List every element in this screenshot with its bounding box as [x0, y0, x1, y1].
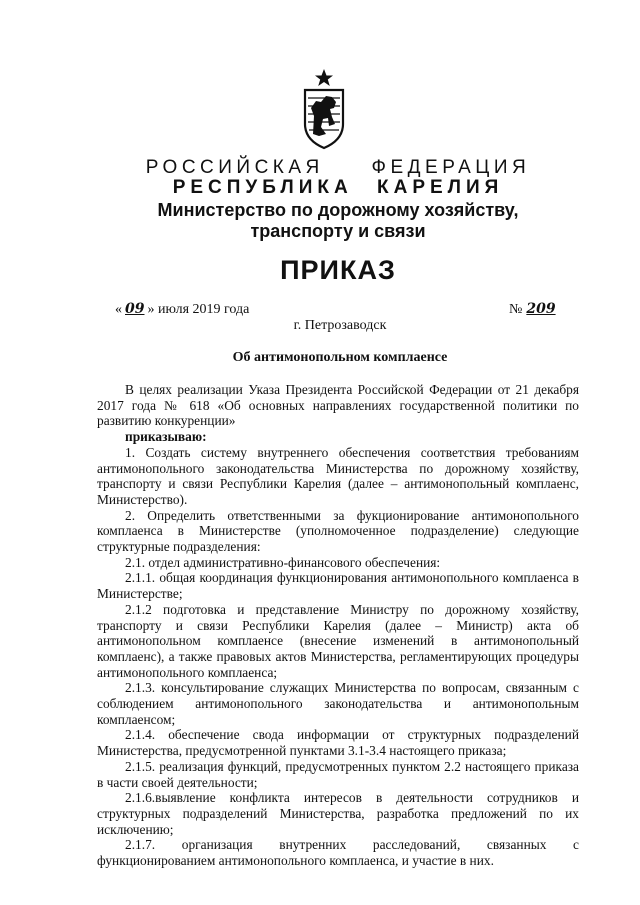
decree-word: приказываю: — [125, 429, 207, 445]
ministry-heading-line2: транспорту и связи — [250, 221, 426, 241]
ministry-heading-line1: Министерство по дорожному хозяйству, — [157, 200, 519, 220]
date-rest: » июля 2019 года — [147, 302, 250, 317]
paragraph: 2.1.2 подготовка и представление Министру по дорожному хозяйству, транспорту и связи Республики Карелия (далее – Министр) акта об антимонопольном комплаенсе (внесение изменений в антимонопольный комплаенс), а также правовых актов Министерства, регламентирующих процедуры антимонопольного комплаенса; — [97, 601, 579, 680]
order-title: Об антимонопольном комплаенсе — [232, 350, 448, 365]
paragraph: 2.1.5. реализация функций, предусмотренных пунктом 2.2 настоящего приказа в части своей деятельности; — [97, 758, 579, 790]
paragraph: 2.1. отдел административно-финансового обеспечения: — [125, 554, 441, 570]
paragraph: 1. Создать систему внутреннего обеспечения соответствия требованиям антимонопольного законодательства Министерства по дорожному хозяйству, транспорту и связи Республики Карелия (далее – антимонопольный комплаенс, Министерство). — [97, 444, 579, 507]
paragraph: 2.1.6.выявление конфликта интересов в деятельности сотрудников и структурных подразделений Министерства, разработка предложений по их исключению; — [97, 790, 579, 837]
republic-heading: РЕСПУБЛИКА КАРЕЛИЯ — [172, 177, 504, 198]
paragraph: 2.1.4. обеспечение свода информации от структурных подразделений Министерства, предусмотренной пунктами 3.1-3.4 настоящего приказа; — [97, 727, 579, 759]
document-type-heading: ПРИКАЗ — [280, 255, 396, 285]
order-date — [115, 301, 249, 318]
date-open-quote: « — [115, 302, 122, 317]
date-day-handwritten: 09 — [125, 301, 145, 317]
paragraph: 2.1.1. общая координация функционирования антимонопольного комплаенса в Министерстве; — [97, 570, 579, 602]
federation-heading: РОССИЙСКАЯ ФЕДЕРАЦИЯ — [145, 157, 531, 178]
city-line: г. Петрозаводск — [293, 318, 387, 333]
order-body — [97, 382, 579, 869]
order-number — [509, 301, 556, 318]
karelia-coat-of-arms-icon — [299, 68, 349, 150]
number-label: № — [509, 302, 523, 317]
paragraph: 2.1.3. консультирование служащих Министерства по вопросам, связанным с соблюдением антимонопольного законодательства и антимонопольным комплаенсом; — [97, 680, 579, 727]
paragraph: В целях реализации Указа Президента Российской Федерации от 21 декабря 2017 года № 618 «Об основных направлениях государственной политики по развитию конкуренции» — [97, 382, 579, 429]
paragraph: 2. Определить ответственными за фукционирование антимонопольного комплаенса в Министерстве (уполномоченное подразделение) следующие структурные подразделения: — [97, 507, 579, 555]
paragraph: 2.1.7. организация внутренних расследований, связанных с функционированием антимонопольного комплаенса, и участие в них. — [97, 837, 579, 869]
number-handwritten: 209 — [526, 301, 556, 317]
